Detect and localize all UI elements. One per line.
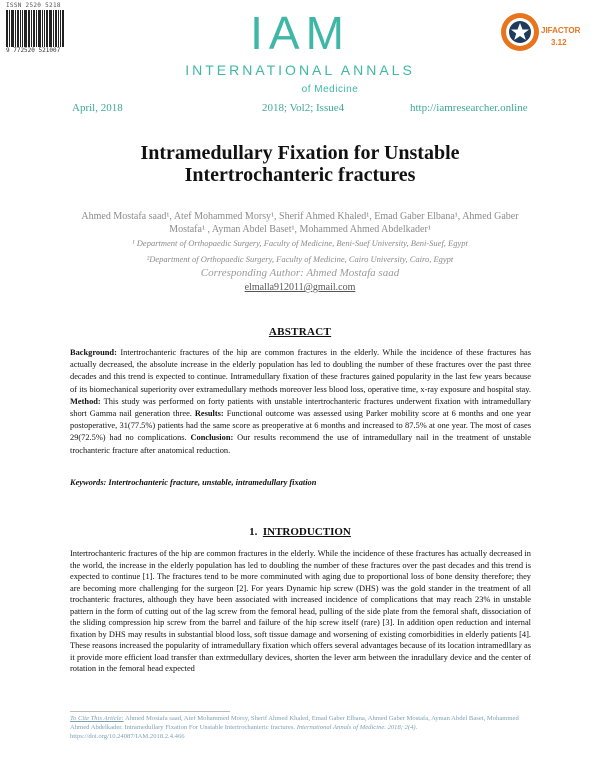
introduction-body: Intertrochanteric fractures of the hip are common fractures in the elderly. While the incidence of these fractures has actually decreased in the world, the increase in the elderly population has led to doubling the number of these fractures over the past decades and this trend is expected to continue [1]. The fractures tend to be more comminuted with aging due to proportional loss of bone density therefore; they are becoming more challenging for the surgeon [2]. For years Dynamic hip screw (DHS) was the gold stander in the treatment of all trochanteric fractures, although they have been associated with increased incidence of complications that may reach 23% in unstable pattern in the form of cutting out of the lag screw from the femoral head, pulling of the side plate from the femoral shaft, dissociation of the sliding compression hip screw from the barrel and failure of the hip screw itself (rare) [3]. In addition open reduction and internal fixation by DHS may results in substantial blood loss, soft tissue damage and worsening of existing comorbidities in elderly patients [4]. These reasons increased the popularity of intramedullary fixation which offers several advantages because of its location intramedllary as it provide more efficient load transfer than extrmedullary devices, shorten the lever arm between the inradullary device and the center of rotation in the femoral head expected: [70, 549, 531, 673]
introduction-title: INTRODUCTION: [262, 526, 351, 538]
article-title: [60, 142, 540, 186]
abstract-method-text: This study was performed on forty patients with unstable intertrochanteric fractures underwent fixation with intramedullary short Gamma nail generation three.: [70, 396, 531, 419]
footnote-divider: [70, 711, 230, 712]
citation-text: Ahmed Mostafa saad, Atef Mohammed Morsy, Sherif Ahmed Khaled, Emad Gaber Elbana, Ahmed Gaber Mostafa, Ayman Abdel Baset, Mohammed Ahmed Abdelkader. Intramedullary Fixation For Unstable Intertrochanteric fractures.: [70, 715, 519, 731]
citation-journal: International Annals of Medicine. 2018; 2(4).: [296, 724, 418, 731]
abstract-conclusion-label: Conclusion:: [190, 433, 234, 443]
corresponding-author: Corresponding Author: Ahmed Mostafa saad: [200, 267, 400, 279]
issue-volume: 2018; Vol2; Issue4: [262, 102, 345, 114]
jifactor-label: JIFACTOR: [541, 26, 581, 35]
issue-date: April, 2018: [72, 102, 123, 114]
barcode-number: 9 772520 521007: [6, 47, 68, 54]
abstract-results-text: Functional outcome was assessed using Parker mobility score at 6 months and one year postoperative, 31(77.5%) patients had the same score as preoperative at 6 months and increased to 87.5% at one year. The most of cases 29(72.5%) had no complications.: [70, 409, 531, 443]
issn-label: ISSN 2520 5218: [6, 2, 61, 9]
jifactor-seal-icon: [500, 12, 540, 52]
introduction-heading: [0, 526, 600, 538]
abstract-conclusion-text: Our results recommend the use of intramedullary nail in the treatment of unstable trochanteric fracture after anatomical reduction.: [70, 433, 531, 455]
introduction-number: 1.: [249, 526, 258, 538]
article-title-line2: Intertrochanteric fractures: [184, 164, 416, 186]
journal-logo-subtitle2: of Medicine: [301, 84, 359, 95]
citation-label: To Cite This Article:: [70, 715, 124, 722]
citation-footnote: [70, 714, 532, 741]
affiliation-2: ²Department of Orthopaedic Surgery, Faculty of Medicine, Cairo University, Cairo, Egypt: [146, 254, 454, 264]
journal-logo-subtitle: INTERNATIONAL ANNALS: [185, 62, 415, 78]
abstract-body: [70, 347, 531, 457]
abstract-method-label: Method:: [70, 396, 101, 406]
author-email-link[interactable]: elmalla912011@gmail.com: [244, 282, 356, 293]
author-list: Ahmed Mostafa saad¹, Atef Mohammed Morsy¹, Sherif Ahmed Khaled¹, Emad Gaber Elbana¹, Ahmed Gaber Mostafa¹ , Ayman Abdel Baset¹, Mohammed Ahmed Abdelkader¹: [81, 211, 519, 235]
keywords: Keywords: Intertrochanteric fracture, unstable, intramedullary fixation: [70, 478, 317, 487]
affiliation-1: ¹ Department of Orthopaedic Surgery, Faculty of Medicine, Beni-Suef University, Beni-Suef, Egypt: [132, 238, 468, 248]
journal-url-link[interactable]: http://iamresearcher.online: [410, 102, 528, 114]
jifactor-score: 3.12: [551, 38, 567, 47]
journal-logo: IAM: [250, 7, 350, 59]
article-title-line1: Intramedullary Fixation for Unstable: [140, 142, 460, 164]
citation-doi-link[interactable]: https://doi.org/10.24087/IAM.2018.2.4.466: [70, 733, 185, 740]
abstract-background-label: Background:: [70, 348, 117, 357]
abstract-background-text: Intertrochanteric fractures of the hip are common fractures in the elderly. While the incidence of these fractures has actually decreased, the absolute increase in the elderly population has led to doubling the number of these fractures over the past three decades and this trend is expected to continue. Intramedullary fixation of these fractures gained popularity in the last few years because of its biomechanical superiority over extramedullary methods moreover less blood loss, operative time, x-ray exposure and hospital stay.: [70, 348, 531, 394]
abstract-results-label: Results:: [194, 409, 224, 419]
abstract-heading: ABSTRACT: [268, 326, 332, 338]
